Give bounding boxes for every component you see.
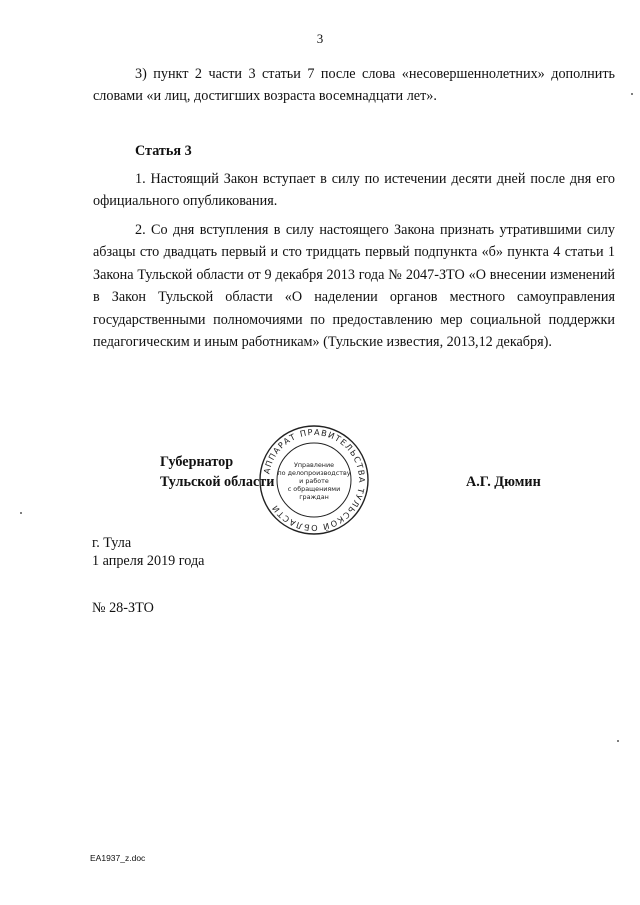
seal-line-3: и работе bbox=[299, 477, 329, 485]
scan-speck bbox=[617, 740, 619, 742]
article-heading: Статья 3 bbox=[135, 143, 192, 159]
article3-paragraph-2 bbox=[93, 219, 615, 353]
seal-ring-text: АППАРАТ ПРАВИТЕЛЬСТВА ТУЛЬСКОЙ ОБЛАСТИ bbox=[261, 426, 368, 534]
paragraph-2-text: 2. Со дня вступления в силу настоящего Закона признать утратившими силу абзацы сто двадцать первый и сто тридцать первый подпункта «б» пункта 4 статьи 1 Закона Тульской области от 9 декабря 2013 года № 2047-ЗТО «О внесении изменений в Закон Тульской области «О наделении органов местного самоуправления государственными полномочиями по предоставлению мер социальной поддержки педагогическим и иным работникам» (Тульские известия, 2013,12 декабря). bbox=[93, 222, 615, 351]
item-3-paragraph bbox=[93, 63, 615, 108]
footer-filename: EA1937_z.doc bbox=[90, 853, 146, 863]
seal-line-5: граждан bbox=[299, 493, 329, 501]
seal-center-text bbox=[277, 461, 350, 501]
law-number: № 28-ЗТО bbox=[92, 600, 154, 616]
region-title: Тульской области bbox=[160, 474, 275, 490]
seal-line-1: Управление bbox=[293, 461, 335, 469]
item-3-text: 3) пункт 2 части 3 статьи 7 после слова «несовершеннолетних» дополнить словами «и лиц, достигших возраста восемнадцати лет». bbox=[93, 66, 615, 105]
article3-paragraph-1 bbox=[93, 168, 615, 213]
governor-title: Губернатор bbox=[160, 454, 234, 470]
scan-speck bbox=[20, 512, 22, 514]
scan-speck bbox=[631, 93, 633, 95]
page-number: 3 bbox=[316, 31, 324, 46]
signatory-name: А.Г. Дюмин bbox=[466, 474, 541, 490]
official-seal bbox=[258, 424, 370, 536]
place: г. Тула bbox=[92, 535, 132, 551]
date: 1 апреля 2019 года bbox=[92, 553, 205, 569]
seal-line-4: с обращениями bbox=[287, 485, 341, 493]
paragraph-1-text: 1. Настоящий Закон вступает в силу по истечении десяти дней после дня его официального опубликования. bbox=[93, 171, 615, 210]
seal-line-2: по делопроизводству bbox=[277, 469, 351, 477]
